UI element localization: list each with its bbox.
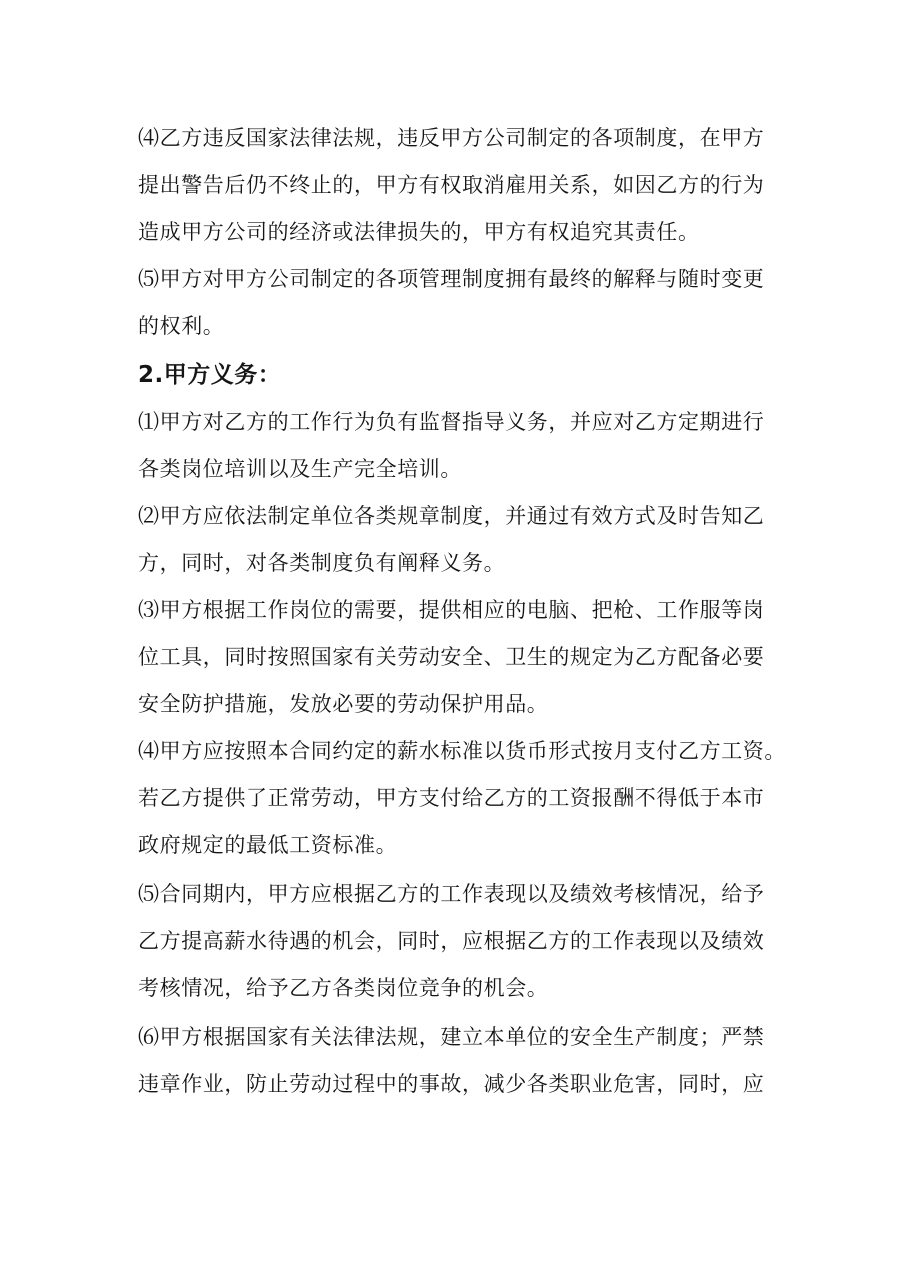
clause-line: ⑷乙方违反国家法律法规，违反甲方公司制定的各项制度，在甲方 [138, 126, 765, 150]
clause-line: 提出警告后仍不终止的，甲方有权取消雇用关系，如因乙方的行为 [138, 173, 765, 197]
clause-line: 方，同时，对各类制度负有阐释义务。 [138, 551, 506, 575]
section-heading: 2.甲方义务： [138, 362, 282, 388]
clause-line: 若乙方提供了正常劳动，甲方支付给乙方的工资报酬不得低于本市 [138, 786, 765, 810]
clause-line: 安全防护措施，发放必要的劳动保护用品。 [138, 692, 549, 716]
clause-line: ⑵甲方应依法制定单位各类规章制度，并通过有效方式及时告知乙 [138, 504, 765, 528]
clause-line: 各类岗位培训以及生产完全培训。 [138, 457, 462, 481]
clause-line: 违章作业，防止劳动过程中的事故，减少各类职业危害，同时，应 [138, 1072, 765, 1096]
clause-line: 乙方提高薪水待遇的机会，同时，应根据乙方的工作表现以及绩效 [138, 929, 765, 953]
clause-line: 造成甲方公司的经济或法律损失的，甲方有权追究其责任。 [138, 220, 700, 244]
clause-line: ⑸甲方对甲方公司制定的各项管理制度拥有最终的解释与随时变更 [138, 267, 765, 291]
clause-line: ⑹甲方根据国家有关法律法规，建立本单位的安全生产制度；严禁 [138, 1025, 765, 1049]
clause-line: ⑸合同期内，甲方应根据乙方的工作表现以及绩效考核情况，给予 [138, 882, 765, 906]
clause-line: 考核情况，给予乙方各类岗位竞争的机会。 [138, 976, 549, 1000]
clause-line: 的权利。 [138, 314, 225, 338]
clause-line: ⑷甲方应按照本合同约定的薪水标准以货币形式按月支付乙方工资。 [138, 739, 786, 763]
clause-line: 位工具，同时按照国家有关劳动安全、卫生的规定为乙方配备必要 [138, 645, 765, 669]
clause-line: ⑴甲方对乙方的工作行为负有监督指导义务，并应对乙方定期进行 [138, 410, 765, 434]
clause-line: 政府规定的最低工资标准。 [138, 833, 398, 857]
clause-line: ⑶甲方根据工作岗位的需要，提供相应的电脑、把枪、工作服等岗 [138, 598, 765, 622]
